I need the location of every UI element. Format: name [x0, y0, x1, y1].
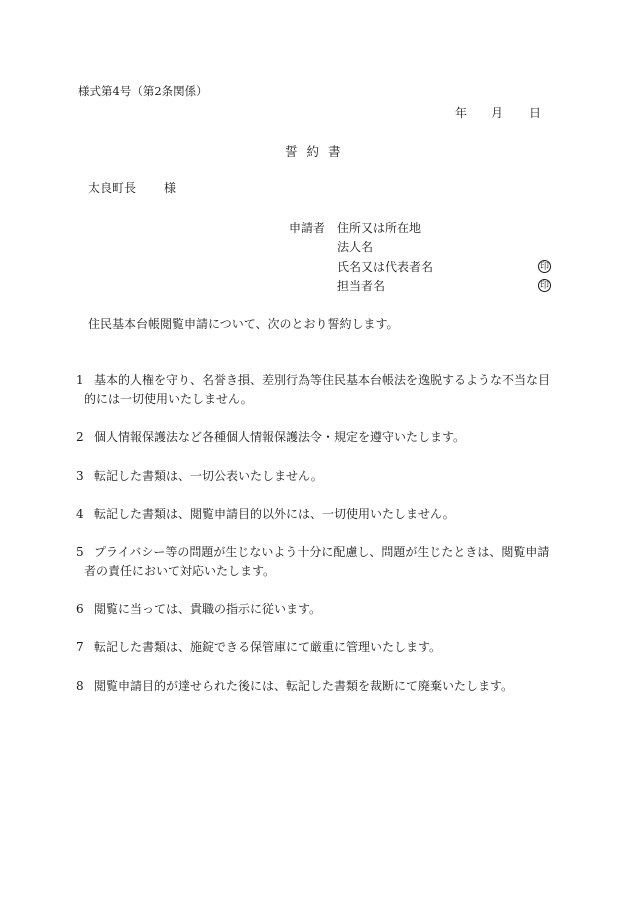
pledge-item	[76, 677, 566, 696]
pledge-item-text: 基本的人権を守り、名誉き損、差別行為等住民基本台帳法を逸脱するような不当な目	[94, 373, 551, 387]
pledge-item-number: 2	[76, 430, 84, 444]
pledge-item-text: プライバシー等の問題が生じないよう十分に配慮し、問題が生じたときは、閲覧申請	[94, 545, 550, 559]
applicant-field-contact-person: 担当者名	[337, 279, 386, 293]
date-line	[455, 107, 541, 119]
pledge-item-number: 3	[76, 469, 84, 483]
pledge-item-text: 閲覧に当っては、貴職の指示に従います。	[94, 602, 322, 616]
pledge-item-text: 転記した書類は、施錠できる保管庫にて厳重に管理いたします。	[94, 640, 442, 654]
pledge-item	[76, 638, 566, 657]
pledge-item	[76, 428, 566, 447]
pledge-item-number: 6	[76, 602, 84, 616]
pledge-item-continuation: 者の責任において対応いたします。	[84, 564, 276, 578]
addressee-honorific: 様	[164, 181, 177, 195]
pledge-item	[76, 371, 566, 409]
applicant-field-corporation: 法人名	[337, 240, 374, 254]
applicant-field-representative: 氏名又は代表者名	[337, 260, 434, 274]
pledge-item	[76, 543, 566, 581]
pledge-item	[76, 467, 566, 486]
date-day: 日	[529, 106, 542, 120]
pledge-item	[76, 600, 566, 619]
pledge-item-number: 1	[76, 373, 84, 387]
pledge-item	[76, 505, 566, 524]
pledge-item-number: 8	[76, 679, 84, 693]
pledge-item-text: 転記した書類は、閲覧申請目的以外には、一切使用いたしません。	[94, 507, 455, 521]
addressee	[88, 182, 176, 194]
pledge-item-text: 転記した書類は、一切公表いたしません。	[94, 469, 323, 483]
pledge-item-text: 閲覧申請目的が達せられた後には、転記した書類を裁断にて廃棄いたします。	[94, 679, 514, 693]
date-year: 年	[455, 106, 468, 120]
pledge-item-text: 個人情報保護法など各種個人情報保護法令・規定を遵守いたします。	[94, 430, 466, 444]
seal-mark-icon: 印	[539, 262, 549, 272]
seal-mark-icon: 印	[539, 281, 549, 291]
addressee-name: 太良町長	[88, 181, 137, 195]
date-month: 月	[491, 106, 504, 120]
applicant-label: 申請者	[289, 221, 326, 235]
pledge-item-number: 4	[76, 507, 84, 521]
pledge-item-number: 5	[76, 545, 84, 559]
form-number: 様式第4号（第2条関係）	[78, 84, 208, 98]
pledge-item-continuation: 的には一切使用いたしません。	[84, 392, 253, 406]
applicant-field-address: 住所又は所在地	[337, 221, 422, 235]
pledge-item-number: 7	[76, 640, 84, 654]
intro-text: 住民基本台帳閲覧申請について、次のとおり誓約します。	[88, 317, 399, 331]
document-title: 誓約書	[285, 144, 350, 159]
